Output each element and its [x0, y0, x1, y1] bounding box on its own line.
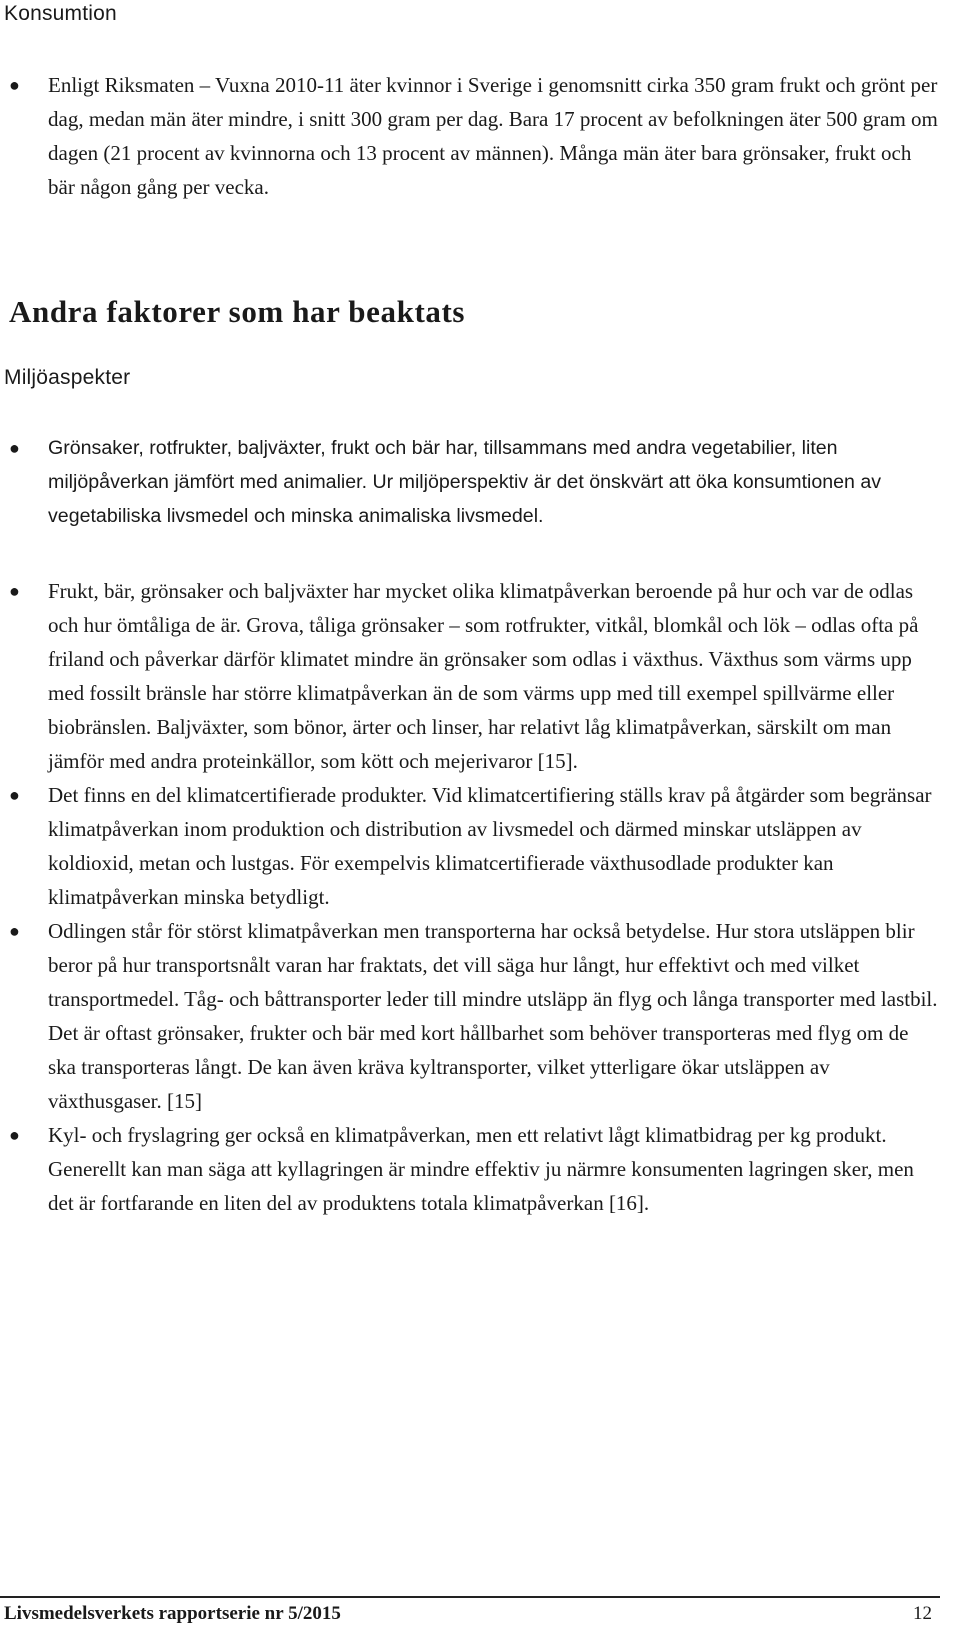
list-item — [0, 1118, 940, 1220]
list-item — [0, 431, 940, 533]
list-item — [0, 574, 940, 778]
section-label-konsumtion: Konsumtion — [4, 2, 117, 25]
bullet-icon: ● — [9, 785, 20, 805]
bullet-icon: ● — [9, 1125, 20, 1145]
list-item — [0, 68, 940, 204]
list-item-text: Frukt, bär, grönsaker och baljväxter har mycket olika klimatpåverkan beroende på hur och var de odlas och hur ömtåliga de är. Grova, tåliga grönsaker – som rotfrukter, vitkål, blomkål och lök – odlas ofta på friland och påverkar därför klimatet mindre än grönsaker som odlas i växthus. Växthus som värms upp med fossilt bränsle har större klimatpåverkan än de som värms upp med till exempel spillvärme eller biobränslen. Baljväxter, som bönor, ärter och linser, har relativt låg klimatpåverkan, särskilt om man jämför med andra proteinkällor, som kött och mejerivaror [15]. — [48, 579, 919, 773]
list-item-text: Odlingen står för störst klimatpåverkan men transporterna har också betydelse. Hur stora utsläppen blir beror på hur transportsnålt varan har fraktats, det vill säga hur långt, hur effektivt och med vilket transportmedel. Tåg- och båttransporter leder till mindre utsläpp än flyg och långa transporter med lastbil. Det är oftast grönsaker, frukter och bär med kort hållbarhet som behöver transporteras med flyg om de ska transporteras långt. De kan även kräva kyltransporter, vilket ytterligare ökar utsläppen av växthusgaser. [15] — [48, 919, 938, 1113]
page-number: 12 — [913, 1603, 932, 1624]
list-item-text: Det finns en del klimatcertifierade produkter. Vid klimatcertifiering ställs krav på åtgärder som begränsar klimatpåverkan inom produktion och distribution av livsmedel och därmed minskar utsläppen av koldioxid, metan och lustgas. För exempelvis klimatcertifierade växthusodlade produkter kan klimatpåverkan minska betydligt. — [48, 783, 932, 909]
list-item-text: Enligt Riksmaten – Vuxna 2010-11 äter kvinnor i Sverige i genomsnitt cirka 350 gram frukt och grönt per dag, medan män äter mindre, i snitt 300 gram per dag. Bara 17 procent av befolkningen äter 500 gram om dagen (21 procent av kvinnorna och 13 procent av männen). Många män äter bara grönsaker, frukt och bär någon gång per vecka. — [48, 73, 938, 199]
footer-divider — [0, 1596, 940, 1598]
list-item-text: Kyl- och fryslagring ger också en klimatpåverkan, men ett relativt lågt klimatbidrag per kg produkt. Generellt kan man säga att kyllagringen är mindre effektiv ju närmre konsumenten lagringen sker, men det är fortfarande en liten del av produktens totala klimatpåverkan [16]. — [48, 1123, 914, 1215]
bullet-icon: ● — [9, 921, 20, 941]
bullet-icon: ● — [9, 438, 20, 458]
footer-series-title: Livsmedelsverkets rapportserie nr 5/2015 — [4, 1603, 341, 1624]
section-heading: Andra faktorer som har beaktats — [9, 294, 466, 329]
section-label-miljoaspekter: Miljöaspekter — [4, 366, 131, 389]
environment-list — [0, 431, 940, 533]
climate-list — [0, 574, 940, 1220]
list-item — [0, 778, 940, 914]
list-item — [0, 914, 940, 1118]
consumption-list — [0, 68, 940, 204]
bullet-icon: ● — [9, 75, 20, 95]
list-item-text: Grönsaker, rotfrukter, baljväxter, frukt och bär har, tillsammans med andra vegetabilier, liten miljöpåverkan jämfört med animalier. Ur miljöperspektiv är det önskvärt att öka konsumtionen av vegetabiliska livsmedel och minska animaliska livsmedel. — [48, 437, 882, 527]
bullet-icon: ● — [9, 581, 20, 601]
